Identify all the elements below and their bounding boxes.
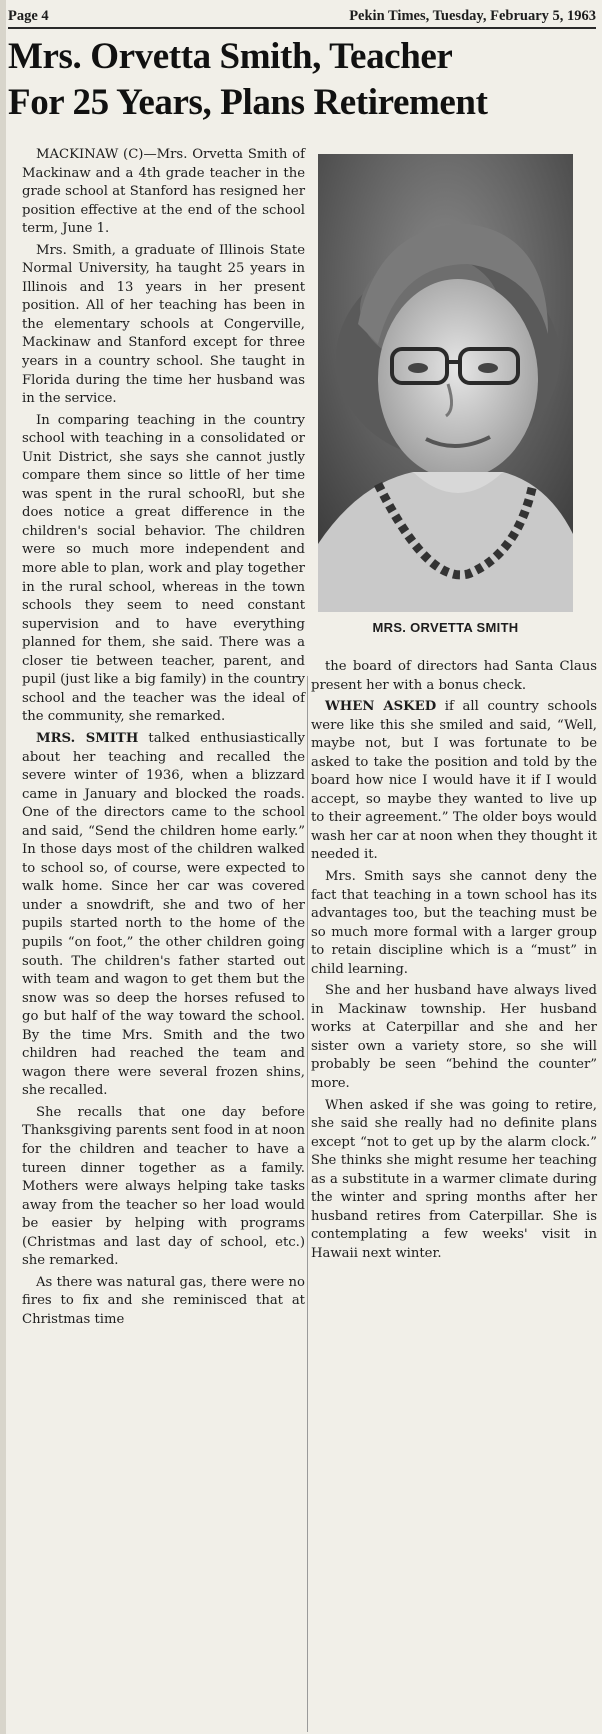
paragraph-text: In comparing teaching in the country school with teaching in a consolidated or Unit District, she says she cannot justly compare them since so little of her time was spent in the rural schooRl, but she does notice a great difference in the children's social behavior. The children were so much more independent and more able to plan, work and play together in the rural school, whereas in the town schools they seem to need constant supervision and to have everything planned for them, she said. There was a closer tie between teacher, parent, and pupil (just like a big family) in the country school and the teacher was the ideal of the community, she remarked. — [22, 412, 305, 725]
paragraph-text: talked enthusiastically about her teaching and recalled the severe winter of 1936, when a blizzard came in January and blocked the roads. One of the directors came to the school and said, “Send the children home early.” In those days most of the children walked to school so, of course, were expected to walk home. Since her car was covered under a snowdrift, she and two of her pupils started north to the home of the pupils “on foot,” the other children going south. The children's father started out with team and wagon to get them but the snow was so deep the horses refused to go but half of the way toward the school. By the time Mrs. Smith and the two children had reached the team and wagon there were several frozen shins, she recalled. — [22, 730, 306, 1099]
portrait-image — [318, 154, 573, 612]
page-edge — [0, 0, 6, 1734]
photo-caption: MRS. ORVETTA SMITH — [372, 620, 519, 635]
paragraph-text: When asked if she was going to retire, she said she really had no definite plans except “not to get up by the alarm clock.” She thinks she might resume her teaching as a substitute in a warmer climate during the winter and spring months after her husband retires from Caterpillar. She is contemplating a few weeks' visit in Hawaii next winter. — [311, 1097, 597, 1261]
headline-line-2: For 25 Years, Plans Retirement — [8, 82, 488, 123]
article-paragraph — [22, 1274, 305, 1330]
headline — [8, 34, 598, 126]
paragraph-text: Mrs. Smith says she cannot deny the fact that teaching in a town school has its advantages too, but the teaching must be so much more formal with a larger group to retain discipline which is a “must” in child learning. — [311, 869, 597, 977]
paragraph-text: the board of directors had Santa Claus present her with a bonus check. — [311, 659, 597, 693]
headline-line-1: Mrs. Orvetta Smith, Teacher — [8, 36, 453, 77]
paragraph-lead-in: MRS. SMITH — [36, 730, 139, 746]
article-paragraph — [311, 658, 597, 695]
article-paragraph — [22, 242, 305, 409]
article-paragraph — [22, 412, 305, 727]
page-header — [8, 6, 596, 26]
masthead-dateline: Pekin Times, Tuesday, February 5, 1963 — [349, 8, 596, 24]
article-column-right — [311, 658, 597, 1264]
article-paragraph — [311, 1097, 597, 1264]
header-rule — [8, 27, 596, 29]
paragraph-text: She recalls that one day before Thanksgiving parents sent food in at noon for the children and teacher to have a tureen dinner together as a family. Mothers were always helping take tasks away from the teacher so her load would be easier by helping with programs (Christmas and last day of school, etc.) she remarked. — [22, 1104, 305, 1269]
article-paragraph — [311, 982, 597, 1093]
article-paragraph — [311, 868, 597, 979]
paragraph-text: MACKINAW (C)—Mrs. Orvetta Smith of Mackinaw and a 4th grade teacher in the grade school at Stanford has resigned her position effective at the end of the school term, June 1. — [22, 147, 305, 237]
portrait-photo — [318, 154, 573, 612]
page-number: Page 4 — [8, 8, 49, 24]
paragraph-lead-in: WHEN ASKED — [325, 699, 437, 715]
paragraph-text: As there was natural gas, there were no fires to fix and she reminisced that at Christmas time — [22, 1274, 305, 1327]
article-paragraph — [311, 698, 597, 865]
article-paragraph — [22, 730, 305, 1101]
article-paragraph — [22, 1104, 305, 1271]
article-column-left — [22, 146, 305, 1329]
article-paragraph — [22, 146, 305, 239]
paragraph-text: She and her husband have always lived in Mackinaw township. Her husband works at Caterpillar and she and her sister own a variety store, so she will probably be seen “behind the counter” more. — [311, 983, 597, 1092]
paragraph-text: Mrs. Smith, a graduate of Illinois State Normal University, ha taught 25 years in Illinois and 13 years in her present position. All of her teaching has been in the elementary schools at Congerville, Mackinaw and Stanford except for three years in a country school. She taught in Florida during the time her husband was in the service. — [22, 242, 305, 407]
paragraph-text: if all country schools were like this she smiled and said, “Well, maybe not, but I was fortunate to be asked to take the position and told by the board how nice I would have it if I would accept, so maybe they wanted to live up to their agreement.” The older boys would wash her car at noon when they thought it needed it. — [311, 699, 597, 863]
column-divider — [307, 676, 308, 1732]
